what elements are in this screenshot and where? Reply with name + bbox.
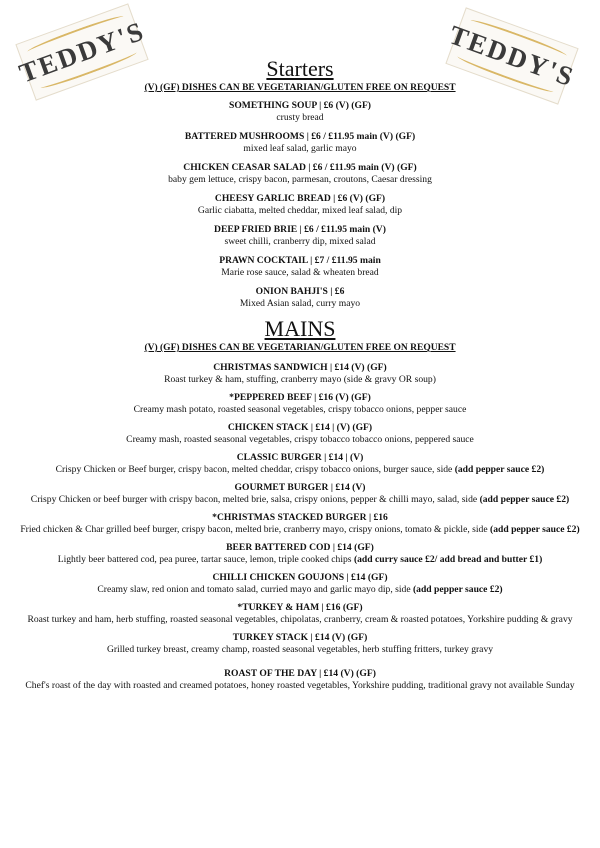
menu-item xyxy=(20,452,580,476)
item-description-text: Lightly beer battered cod, pea puree, tartar sauce, lemon, triple cooked chips xyxy=(57,554,354,565)
item-title: CHICKEN STACK | £14 | (V) (GF) xyxy=(227,422,373,433)
menu-item xyxy=(20,100,580,124)
item-description-text: Crispy Chicken or beef burger with crispy bacon, melted brie, salsa, crispy onions, pepper & chilli mayo, salad, side xyxy=(30,494,480,505)
item-description xyxy=(20,584,580,596)
item-title: ROAST OF THE DAY | £14 (V) (GF) xyxy=(224,668,376,679)
item-description xyxy=(20,680,580,692)
item-addon: (add pepper sauce £2) xyxy=(490,524,580,535)
menu-item xyxy=(20,392,580,416)
item-description xyxy=(20,554,580,566)
item-description xyxy=(20,494,580,506)
item-title: SOMETHING SOUP | £6 (V) (GF) xyxy=(228,100,372,111)
menu-item xyxy=(20,668,580,692)
item-description-text: Creamy slaw, red onion and tomato salad, curried mayo and garlic mayo dip, side xyxy=(97,584,413,595)
item-title: CHILLI CHICKEN GOUJONS | £14 (GF) xyxy=(212,572,388,583)
item-title: ONION BAHJI'S | £6 xyxy=(255,286,345,297)
item-description-text: Crispy Chicken or Beef burger, crispy bacon, melted cheddar, crispy tobacco onions, burger sauce, side xyxy=(55,464,455,475)
item-title: BATTERED MUSHROOMS | £6 / £11.95 main (V) (GF) xyxy=(184,131,416,142)
starters-list xyxy=(20,100,580,317)
item-description-text: Creamy mash, roasted seasonal vegetables, crispy tobacco tobacco onions, peppered sauce xyxy=(126,434,474,445)
menu-item xyxy=(20,632,580,656)
logo-text: TEDDY'S xyxy=(445,19,579,93)
item-description xyxy=(20,374,580,386)
starters-dietary-notice: (V) (GF) DISHES CAN BE VEGETARIAN/GLUTEN FREE ON REQUEST xyxy=(144,83,456,93)
item-description: sweet chilli, cranberry dip, mixed salad xyxy=(224,236,376,247)
item-title: BEER BATTERED COD | £14 (GF) xyxy=(226,542,374,553)
item-description xyxy=(20,404,580,416)
item-title: GOURMET BURGER | £14 (V) xyxy=(234,482,366,493)
item-title: *CHRISTMAS STACKED BURGER | £16 xyxy=(212,512,388,523)
item-description xyxy=(20,464,580,476)
mains-list xyxy=(20,362,580,698)
item-title: CHRISTMAS SANDWICH | £14 (V) (GF) xyxy=(213,362,387,373)
item-description-text: Grilled turkey breast, creamy champ, roasted seasonal vegetables, herb stuffing fritters, turkey gravy xyxy=(106,644,494,655)
item-description: Mixed Asian salad, curry mayo xyxy=(239,298,361,309)
item-description xyxy=(20,524,580,536)
item-description: Garlic ciabatta, melted cheddar, mixed leaf salad, dip xyxy=(197,205,403,216)
menu-item xyxy=(20,362,580,386)
item-title: *TURKEY & HAM | £16 (GF) xyxy=(237,602,363,613)
item-description: crusty bread xyxy=(276,112,324,123)
item-description xyxy=(20,434,580,446)
logo-text: TEDDY'S xyxy=(15,15,149,89)
item-description: baby gem lettuce, crispy bacon, parmesan, croutons, Caesar dressing xyxy=(168,174,432,185)
menu-item xyxy=(20,572,580,596)
item-addon: (add curry sauce £2/ add bread and butter £1) xyxy=(353,554,543,565)
item-description: mixed leaf salad, garlic mayo xyxy=(243,143,357,154)
item-title: CHICKEN CEASAR SALAD | £6 / £11.95 main (V) (GF) xyxy=(183,162,417,173)
menu-item xyxy=(20,286,580,310)
item-description-text: Roast turkey and ham, herb stuffing, roasted seasonal vegetables, chipolatas, cranberry, cream & roasted potatoes, Yorkshire pudding & gravy xyxy=(27,614,573,625)
item-title: TURKEY STACK | £14 (V) (GF) xyxy=(232,632,368,643)
item-addon: (add pepper sauce £2) xyxy=(454,464,545,475)
item-addon: (add pepper sauce £2) xyxy=(412,584,503,595)
mains-heading: MAINS xyxy=(264,316,336,341)
menu-item xyxy=(20,193,580,217)
item-title: DEEP FRIED BRIE | £6 / £11.95 main (V) xyxy=(214,224,386,235)
item-description-text: Chef's roast of the day with roasted and creamed potatoes, honey roasted vegetables, Yorkshire pudding, traditional gravy not available Sunday xyxy=(25,680,575,691)
menu-item xyxy=(20,224,580,248)
menu-item xyxy=(20,542,580,566)
item-description-text: Creamy mash potato, roasted seasonal vegetables, crispy tobacco onions, pepper sauce xyxy=(133,404,467,415)
starters-heading: Starters xyxy=(266,56,334,81)
item-description: Marie rose sauce, salad & wheaten bread xyxy=(221,267,379,278)
item-description-text: Roast turkey & ham, stuffing, cranberry mayo (side & gravy OR soup) xyxy=(164,374,436,385)
item-title: CHEESY GARLIC BREAD | £6 (V) (GF) xyxy=(214,193,386,204)
mains-dietary-notice: (V) (GF) DISHES CAN BE VEGETARIAN/GLUTEN FREE ON REQUEST xyxy=(144,343,456,353)
menu-item xyxy=(20,162,580,186)
item-description-text: Fried chicken & Char grilled beef burger, crispy bacon, melted brie, cranberry mayo, crispy onions, tomato & pickle, side xyxy=(20,524,491,535)
item-title: PRAWN COCKTAIL | £7 / £11.95 main xyxy=(219,255,381,266)
item-description xyxy=(20,614,580,626)
menu-item xyxy=(20,422,580,446)
menu-item xyxy=(20,131,580,155)
menu-item xyxy=(20,602,580,626)
menu-item xyxy=(20,482,580,506)
item-title: *PEPPERED BEEF | £16 (V) (GF) xyxy=(229,392,371,403)
item-description xyxy=(20,644,580,656)
item-addon: (add pepper sauce £2) xyxy=(479,494,570,505)
menu-item xyxy=(20,255,580,279)
menu-item xyxy=(20,512,580,536)
item-title: CLASSIC BURGER | £14 | (V) xyxy=(236,452,364,463)
